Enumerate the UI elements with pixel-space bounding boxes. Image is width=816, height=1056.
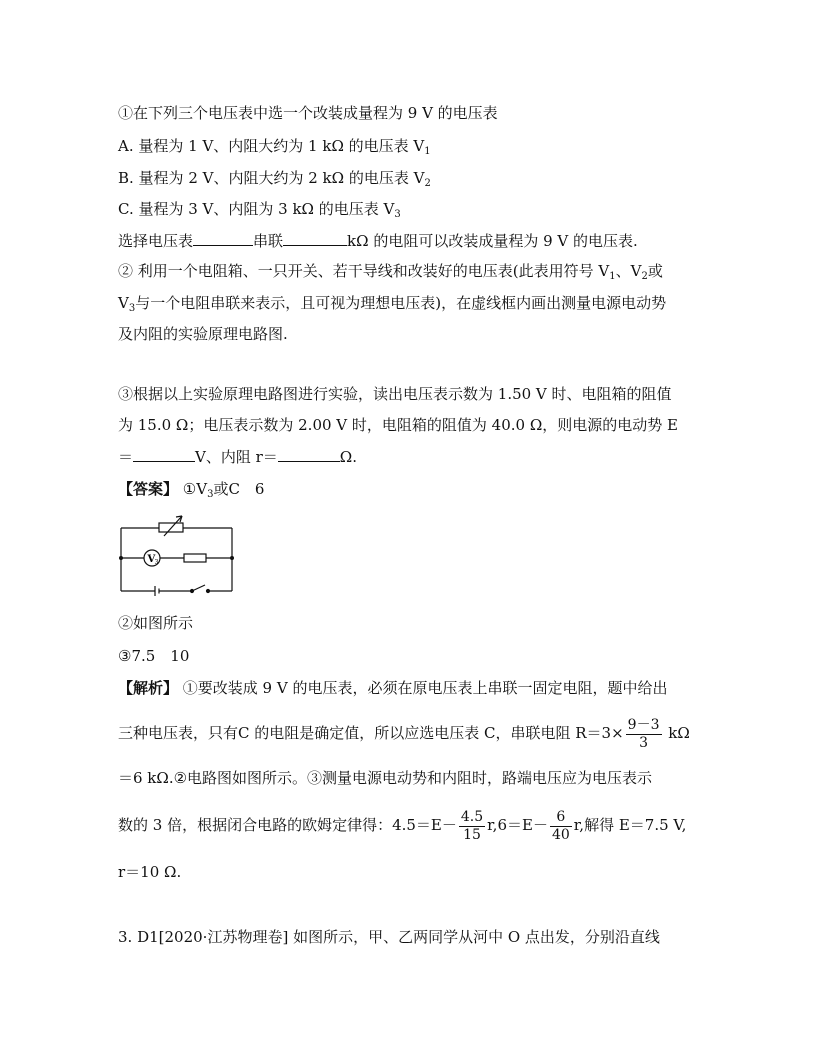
solution-4-mid: r,6＝E－ bbox=[487, 816, 548, 834]
blank-internal-r bbox=[278, 446, 340, 462]
line6-text-b: 、V bbox=[615, 262, 642, 280]
fraction-2 bbox=[459, 809, 485, 844]
junction-left bbox=[119, 556, 123, 560]
option-b-sub: 2 bbox=[424, 178, 431, 189]
fill-text-c: kΩ 的电阻可以改装成量程为 9 V 的电压表. bbox=[347, 232, 638, 250]
solution-line-1 bbox=[118, 678, 667, 698]
line11-eq: ＝ bbox=[118, 448, 134, 466]
answer-1-text-b: 或C 6 bbox=[213, 480, 265, 498]
junction-right bbox=[230, 556, 234, 560]
option-a-sub: 1 bbox=[424, 146, 431, 157]
question-line-10: 为 15.0 Ω；电压表示数为 2.00 V 时，电阻箱的阻值为 40.0 Ω，则电源的电动势 E bbox=[118, 416, 678, 434]
option-b-text: B. 量程为 2 V、内阻大约为 2 kΩ 的电压表 V bbox=[118, 169, 425, 187]
question-line-9: ③根据以上实验原理电路图进行实验，读出电压表示数为 1.50 V 时、电阻箱的阻值 bbox=[118, 385, 672, 403]
answer-tag: 【答案】 bbox=[118, 480, 179, 498]
voltmeter-label-sub: 3 bbox=[154, 559, 159, 566]
blank-emf bbox=[133, 446, 195, 462]
question-line-6 bbox=[118, 261, 663, 281]
fraction-3-den: 40 bbox=[551, 826, 570, 843]
question-line-8: 及内阻的实验原理电路图. bbox=[118, 325, 288, 343]
fraction-2-num: 4.5 bbox=[460, 808, 484, 825]
variable-arrow bbox=[164, 516, 182, 536]
answer-1-sub: 3 bbox=[207, 489, 214, 500]
solution-tag: 【解析】 bbox=[118, 679, 179, 697]
fill-text-b: 串联 bbox=[253, 232, 284, 250]
option-a-text: A. 量程为 1 V、内阻大约为 1 kΩ 的电压表 V bbox=[118, 137, 425, 155]
solution-2-unit: kΩ bbox=[663, 724, 690, 742]
solution-4-end: r,解得 E＝7.5 V, bbox=[573, 816, 687, 834]
solution-4-text: 数的 3 倍，根据闭合电路的欧姆定律得：4.5＝E－ bbox=[118, 816, 457, 834]
line6-sub1: 1 bbox=[609, 271, 616, 282]
answer-line-3: ③7.5 10 bbox=[118, 647, 190, 665]
solution-line-2 bbox=[118, 714, 690, 752]
fraction-1-den: 3 bbox=[639, 734, 649, 751]
option-c bbox=[118, 199, 401, 219]
circuit-diagram bbox=[112, 508, 240, 600]
option-c-text: C. 量程为 3 V、内阻为 3 kΩ 的电压表 V bbox=[118, 200, 395, 218]
switch-blade bbox=[192, 585, 205, 591]
next-question-line: 3. D1[2020·江苏物理卷] 如图所示，甲、乙两同学从河中 O 点出发，分别沿直线 bbox=[118, 928, 660, 946]
line11-end: Ω. bbox=[339, 448, 358, 466]
solution-line-5: r＝10 Ω. bbox=[118, 863, 182, 881]
question-line-11 bbox=[118, 446, 357, 467]
fill-text-a: 选择电压表 bbox=[118, 232, 194, 250]
blank-resistance bbox=[283, 230, 347, 246]
series-resistor bbox=[184, 554, 206, 562]
fill-line-select bbox=[118, 230, 638, 251]
solution-line-3: ＝6 kΩ.②电路图如图所示。③测量电源电动势和内阻时，路端电压应为电压表示 bbox=[118, 769, 653, 787]
line6-text-c: 或 bbox=[647, 262, 663, 280]
question-line-7 bbox=[118, 293, 666, 313]
fraction-1-num: 9－3 bbox=[627, 716, 660, 733]
fraction-3-num: 6 bbox=[550, 809, 572, 827]
line7-text: 与一个电阻串联来表示，且可视为理想电压表)，在虚线框内画出测量电源电动势 bbox=[135, 294, 667, 312]
option-b bbox=[118, 168, 431, 188]
question-line-1: ①在下列三个电压表中选一个改装成量程为 9 V 的电压表 bbox=[118, 104, 498, 122]
voltmeter-label: V bbox=[147, 554, 156, 565]
solution-line-4 bbox=[118, 806, 686, 844]
solution-1-text: ①要改装成 9 V 的电压表，必须在原电压表上串联一固定电阻，题中给出 bbox=[178, 679, 668, 697]
line7-v: V bbox=[118, 294, 129, 312]
answer-1-text: ①V bbox=[178, 480, 208, 498]
line7-sub3: 3 bbox=[128, 303, 136, 314]
blank-voltmeter bbox=[193, 230, 253, 246]
line6-sub2: 2 bbox=[641, 271, 648, 282]
answer-line-1 bbox=[118, 479, 264, 499]
fraction-3 bbox=[550, 809, 572, 844]
line11-mid: V、内阻 r＝ bbox=[195, 448, 278, 466]
line6-text: ② 利用一个电阻箱、一只开关、若干导线和改装好的电压表(此表用符号 V bbox=[118, 262, 610, 280]
fraction-1 bbox=[626, 717, 662, 752]
solution-2-text: 三种电压表，只有C 的电阻是确定值，所以应选电压表 C，串联电阻 R＝3× bbox=[118, 724, 624, 742]
option-c-sub: 3 bbox=[394, 209, 401, 220]
option-a bbox=[118, 136, 431, 156]
fraction-2-den: 15 bbox=[463, 826, 481, 843]
answer-line-2: ②如图所示 bbox=[118, 614, 194, 632]
